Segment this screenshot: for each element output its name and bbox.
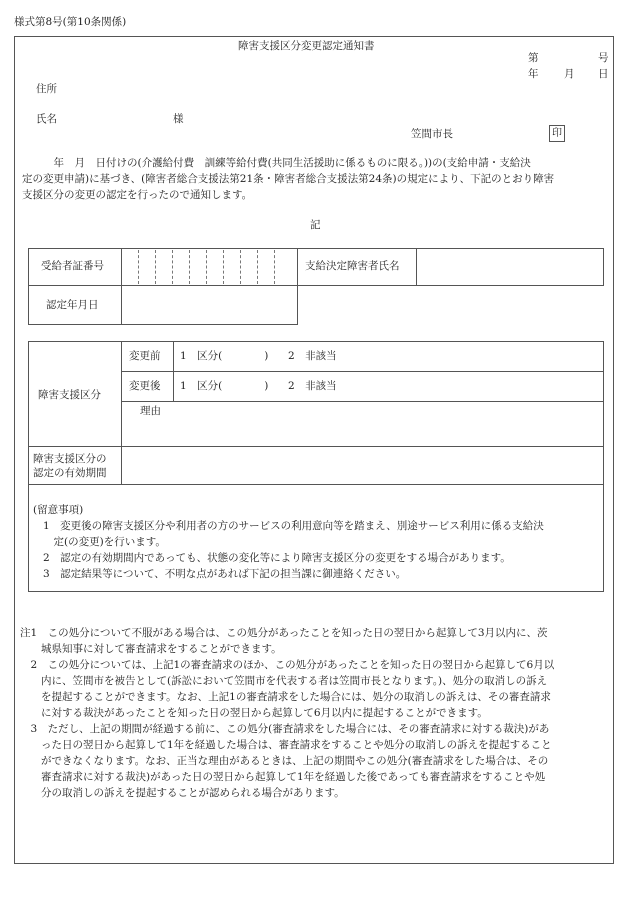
seal-box: 印 <box>549 125 565 142</box>
digit-separator <box>274 250 275 284</box>
cert-date-label: 認定年月日 <box>46 299 99 311</box>
intro-line: 支援区分の変更の認定を行ったので通知します。 <box>22 189 253 201</box>
recipient-id-label: 受給者証番号 <box>41 260 104 272</box>
date-month: 月 <box>564 68 575 80</box>
footer-notes <box>20 625 554 801</box>
footer-line: ができなくなります。なお、正当な理由があるときは、上記の期間やこの処分(審査請求をした場合は、その <box>20 755 549 767</box>
issuer-name: 笠間市長 <box>411 128 453 140</box>
digit-separator <box>206 250 207 284</box>
footer-line: 城県知事に対して審査請求をすることができます。 <box>20 643 282 655</box>
footer-line: 3 ただし、上記の期間が経過する前に、この処分(審査請求をした場合には、その審査請求に対する裁決)があ <box>20 723 550 735</box>
category-table <box>28 341 604 485</box>
footer-line: 分の取消しの訴えを提起することが認められる場合があります。 <box>20 787 345 799</box>
category-label: 障害支援区分 <box>38 389 101 401</box>
date-day: 日 <box>598 68 609 80</box>
intro-paragraph <box>22 155 554 203</box>
number-dai: 第 <box>528 52 539 64</box>
before-option-2: 2 非該当 <box>288 350 337 362</box>
after-option-1: 1 区分( ) <box>180 380 269 392</box>
divider <box>297 248 298 286</box>
digit-separator <box>223 250 224 284</box>
divider <box>416 248 417 286</box>
footer-line: 注1 この処分について不服がある場合は、この処分があったことを知った日の翌日から起算して3月以内に、茨 <box>20 627 548 639</box>
number-go: 号 <box>598 52 609 64</box>
notes-item: 1 変更後の障害支援区分や利用者の方のサービスの利用意向等を踏まえ、別途サービス利用に係る支給決 <box>43 520 544 532</box>
footer-line: に対する裁決があったことを知った日の翌日から起算して6月以内に提起することができます。 <box>20 707 488 719</box>
footer-line: 内に、笠間市を被告として(訴訟において笠間市を代表する者は笠間市長となります。)、処分の取消しの訴え <box>20 675 548 687</box>
divider <box>121 371 604 372</box>
date-year: 年 <box>528 68 539 80</box>
divider <box>28 446 604 447</box>
after-option-2: 2 非該当 <box>288 380 337 392</box>
validity-label-2: 認定の有効期間 <box>33 467 107 479</box>
divider <box>121 401 604 402</box>
digit-separator <box>189 250 190 284</box>
footer-line: を提起することができます。なお、上記1の審査請求をした場合には、処分の取消しの訴えは、その審査請求 <box>20 691 551 703</box>
after-label: 変更後 <box>129 380 161 392</box>
name-label: 氏名 <box>36 113 57 125</box>
ki-label: 記 <box>310 219 321 231</box>
digit-separator <box>257 250 258 284</box>
digit-separator <box>155 250 156 284</box>
decided-person-label: 支給決定障害者氏名 <box>305 260 400 272</box>
address-label: 住所 <box>36 83 57 95</box>
reason-label: 理由 <box>140 405 161 417</box>
form-number: 様式第8号(第10条関係) <box>14 16 127 28</box>
before-label: 変更前 <box>129 350 161 362</box>
notes-heading: (留意事項) <box>33 504 84 516</box>
digit-separator <box>240 250 241 284</box>
notes-item: 2 認定の有効期間内であっても、状態の変化等により障害支援区分の変更をする場合があります。 <box>43 552 511 564</box>
footer-line: った日の翌日から起算して1年を経過した場合は、審査請求をすることや処分の取消しの訴えを提起すること <box>20 739 552 751</box>
notes-item: 定(の変更)を行います。 <box>43 536 166 548</box>
notes-paragraph <box>33 502 544 582</box>
before-option-1: 1 区分( ) <box>180 350 269 362</box>
validity-label-1: 障害支援区分の <box>33 453 107 465</box>
intro-line: 年 月 日付けの(介護給付費 訓練等給付費(共同生活援助に係るものに限る。))の(支給申請・支給決 <box>22 157 531 169</box>
divider <box>121 248 122 325</box>
digit-separator <box>172 250 173 284</box>
honorific: 様 <box>173 113 184 125</box>
divider <box>121 341 122 485</box>
digit-separator <box>138 250 139 284</box>
footer-line: 審査請求に対する裁決)があった日の翌日から起算して1年を経過した後であっても審査請求をすることや処 <box>20 771 546 783</box>
intro-line: 定の変更申請)に基づき、(障害者総合支援法第21条・障害者総合支援法第24条)の規定により、下記のとおり障害 <box>22 173 555 185</box>
notes-item: 3 認定結果等について、不明な点があれば下記の担当課に御連絡ください。 <box>43 568 407 580</box>
footer-line: 2 この処分については、上記1の審査請求のほか、この処分があったことを知った日の翌日から起算して6月以 <box>20 659 555 671</box>
document-title: 障害支援区分変更認定通知書 <box>238 40 375 52</box>
